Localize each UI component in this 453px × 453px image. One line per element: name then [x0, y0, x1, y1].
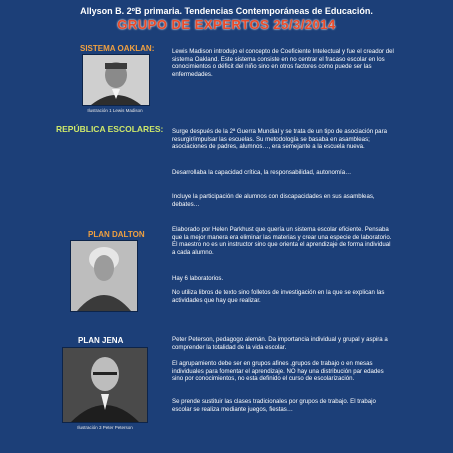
jena-text-2: El agrupamiento debe ser en grupos afines ,grupos de trabajo o en mesas individuales para fomentar el aprendizaje. NO hay una distribución par edades sino por conocimientos, no esta definido el curso de escolarización. [172, 360, 384, 383]
republica-text-2: Desarrollaba la capacidad crítica, la responsabilidad, autonomía… [172, 169, 352, 176]
page-title: GRUPO DE EXPERTOS 25/3/2014 [117, 17, 336, 32]
section-title-oaklan: SISTEMA OAKLAN: [80, 44, 155, 53]
portrait-lewis-madison [82, 54, 150, 106]
dalton-text-2: Hay 6 laboratorios. [172, 275, 224, 282]
portrait-photo [83, 55, 149, 105]
portrait-helen-parkhurst [70, 240, 138, 312]
dalton-text-1: Elaborado por Helen Parkhust que quería un sistema escolar eficiente. Pensaba que la mejor manera era eliminar las materias y crear una especie de laboratorio. El maestro no es un instructor sino que orienta el aprendizaje de forma individual a cada alumno. [172, 226, 392, 256]
oaklan-text: Lewis Madison introdujo el concepto de Coeficiente Intelectual y fue el creador del sistema Oakland. Este sistema consiste en no centrar el fracaso escolar en los conocimientos o déficit del niño sino en otros factores como puede ser las enfermedades. [172, 48, 394, 78]
caption-lewis-madison: Ilustración 1 Lewis Madison [87, 108, 143, 113]
section-title-republica: REPÚBLICA ESCOLARES: [56, 124, 164, 134]
portrait-photo [71, 241, 137, 311]
jena-text-3: Se prende sustituir las clases tradicionales por grupos de trabajo. El trabajo escolar se realiza mediante juegos, fiestas… [172, 398, 376, 413]
jena-text-1: Peter Peterson, pedagogo alemán. Da importancia individual y grupal y aspira a comprender la totalidad de la vida escolar. [172, 336, 388, 351]
caption-peter-peterson: Ilustración 3 Peter Peterson [77, 425, 133, 430]
dalton-text-3: No utiliza libros de texto sino folletos de investigación en la que se explican las actividades que hay que realizar. [172, 289, 385, 304]
portrait-photo [63, 348, 147, 422]
portrait-peter-peterson [62, 347, 148, 423]
section-title-jena: PLAN JENA [78, 336, 124, 345]
section-title-dalton: PLAN DALTON [88, 230, 145, 239]
republica-text-1: Surge después de la 2ª Guerra Mundial y se trata de un tipo de asociación para resurgir/impulsar las escuelas. Su metodología se basaba en asambleas; asociaciones de padres, alumnos…, era semejante a la escuela nueva. [172, 128, 387, 151]
republica-text-3: Incluye la participación de alumnos con discapacidades en sus asambleas, debates… [172, 193, 375, 208]
author-line: Allyson B. 2ºB primaria. Tendencias Contemporáneas de Educación. [80, 6, 373, 16]
